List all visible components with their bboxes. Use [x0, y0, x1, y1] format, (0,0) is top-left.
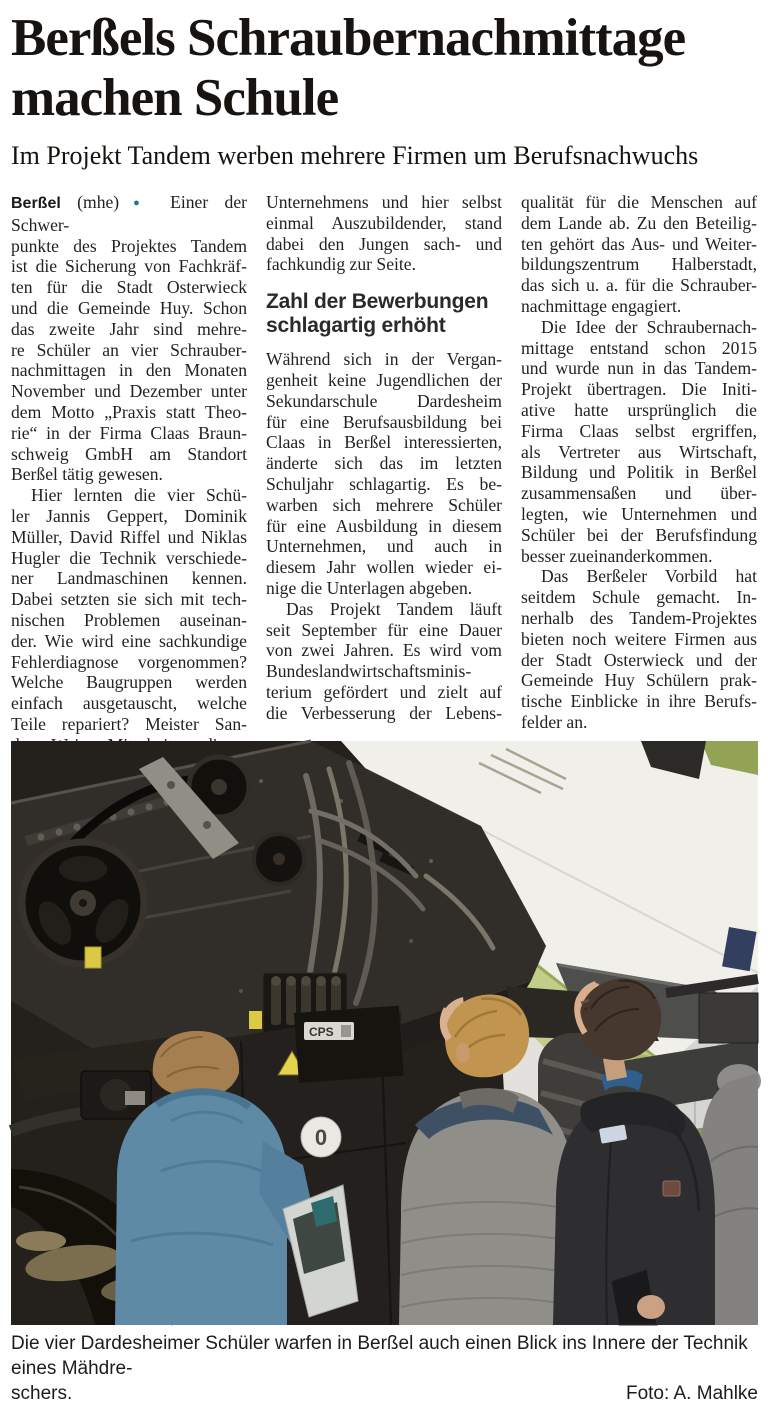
paragraph [11, 485, 247, 755]
paragraph [266, 599, 502, 724]
cps-sticker-label: CPS [309, 1025, 334, 1039]
paragraph-lines: Das Projekt Tandem läuft seit September für eine Dauer von zwei Jahren. Es wird vom Bundeslandwirtschaftsminis- terium gefördert und zielt auf die Verbesserung der Lebens- [266, 598, 502, 723]
warning-sticker [85, 947, 101, 968]
article-body [11, 192, 757, 732]
photo-credit: Foto: A. Mahlke [625, 1383, 758, 1404]
paragraph-lines: Hier lernten die vier Schü- ler Jannis Geppert, Dominik Müller, David Riffel und Niklas Hugler die Technik verschiede- ner Landmaschinen kennen. Dabei setzten sie sich mit tech- nischen Problemen auseinan- der. Wie wird eine sachkundige Fehlerdiagnose vorgenommen? Welche Baugruppen werden einfach ausgetauscht, welche Teile repariert? Meister San- [11, 485, 247, 734]
paragraph-lines: qualität für die Menschen auf dem Lande ab. Zu den Beteilig- ten gehört das Aus- und Weiter- bildungszentrum Halberstadt, das sich u. a. für die Schrauber- nachmittage engagiert. [521, 192, 757, 316]
hoodie [115, 1090, 287, 1326]
paragraph [521, 566, 757, 732]
column-1 [11, 192, 247, 732]
column-2 [266, 192, 502, 732]
paragraph-lead [11, 192, 247, 485]
lead-first-words: Einer der Schwer- [11, 192, 247, 235]
caption-line2: schers. [11, 1383, 73, 1404]
subheading-line: Zahl der Bewerbungen [266, 290, 489, 314]
paragraph [521, 192, 757, 317]
subheading-line: schlagartig erhöht [266, 313, 446, 337]
subtitle-deck: Im Projekt Tandem werben mehrere Firmen um Berufsnachwuchs [11, 141, 699, 170]
headline: Berßels Schraubernachmittage machen Schule [11, 9, 686, 127]
dateline-location: Berßel [11, 195, 61, 212]
hair [445, 994, 529, 1077]
article-photo [11, 741, 758, 1325]
photo-caption [11, 1331, 758, 1406]
warning-sticker [249, 1011, 262, 1029]
author-abbreviation: (mhe) [77, 192, 120, 212]
circle-sticker-text: 0 [314, 1125, 328, 1150]
paragraph-lines: Das Berßeler Vorbild hat seitdem Schule gemacht. In- nerhalb des Tandem-Projektes bieten noch weitere Firmen aus der Stadt Osterwieck und der Gemeinde Huy Schülern prak- tische Einblicke in ihre Berufs- felder an. [521, 566, 757, 732]
paragraph [266, 192, 502, 275]
hair [153, 1031, 239, 1097]
column-3 [521, 192, 757, 732]
paragraph [521, 317, 757, 567]
lead-line [11, 192, 247, 236]
section-subheading [266, 290, 502, 337]
dateline-bullet-icon: ● [121, 196, 152, 209]
paragraph-lines: Die Idee der Schraubernach- mittage entstand schon 2015 und wurde nun in das Tandem- Projekt übertragen. Die Initi- ative hatte ursprünglich die Firma Claas selbst ergriffen, als Vertreter aus Wirtschaft, Bildung und Politik in Berßel zusammensaßen und über- legten, wie Unternehmen und Schüler bei der Berufsfindung besser zueinanderkommen. [521, 316, 757, 566]
paragraph-lines: Unternehmens und hier selbst einmal Auszubildender, stand dabei den Jungen sach- und fachkundig zur Seite. [266, 192, 502, 275]
paragraph [266, 349, 502, 599]
paragraph-lines: punkte des Projektes Tandem ist die Sicherung von Fachkräf- ten für die Stadt Osterwieck und die Gemeinde Huy. Schon das zweite Jahr sind mehre- re Schüler an vier Schrauber- nachmittagen in den Monaten November und Dezember unter dem Motto „Praxis statt Theo- rie“ in der Firma Claas Braun- schweig GmbH am Standort Berßel tätig gewesen. [11, 235, 247, 485]
photo-illustration [11, 741, 758, 1325]
caption-line1: Die vier Dardesheimer Schüler warfen in Berßel auch einen Blick ins Innere der Technik eines Mähdre- [11, 1333, 748, 1379]
paragraph-lines: Während sich in der Vergan- genheit keine Jugendlichen der Sekundarschule Dardesheim für eine Berufsausbildung bei Claas in Berßel interessierten, änderte sich das im letzten Schuljahr schlagartig. Es be- warben sich mehrere Schüler für eine Ausbildung in diesem Unternehmen, und auch in diesem Jahr wollen wieder ei- nige die Unterlagen abgeben. [266, 349, 502, 598]
hand [637, 1295, 665, 1319]
sleeve-patch [663, 1181, 680, 1196]
